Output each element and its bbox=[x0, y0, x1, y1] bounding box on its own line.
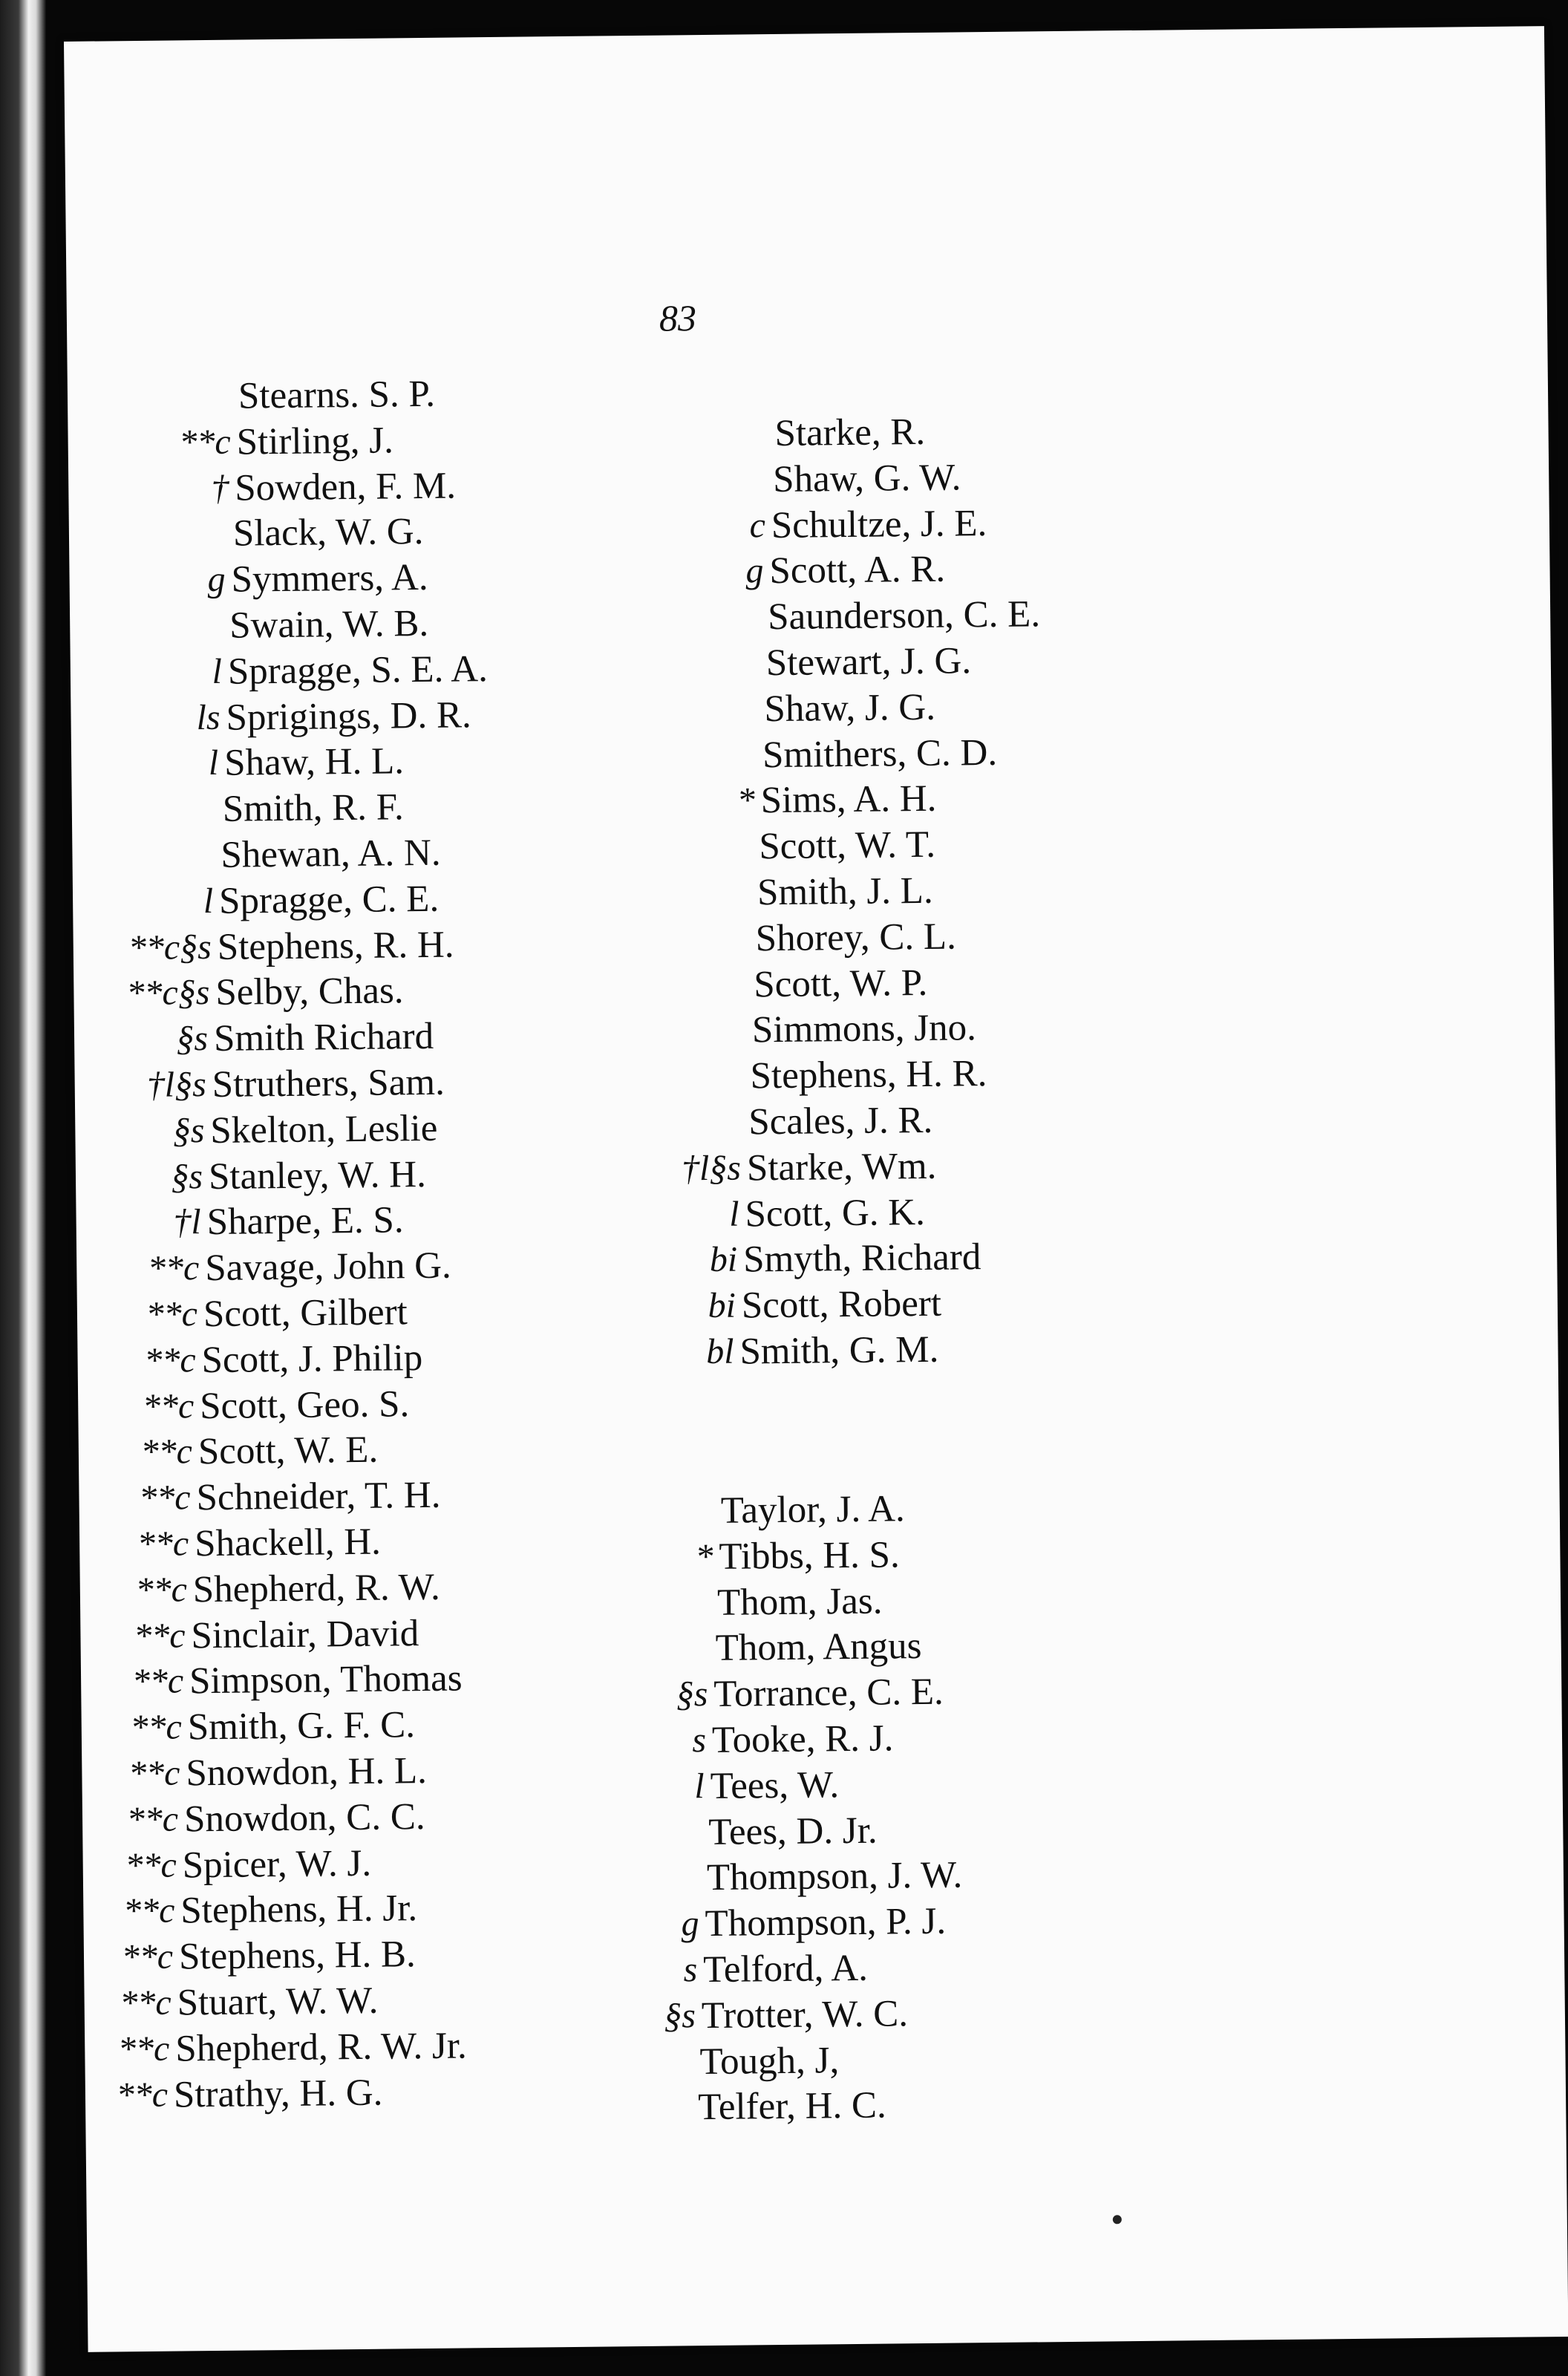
entry-marker: **c bbox=[131, 1661, 184, 1702]
entry-marker: **c bbox=[117, 2029, 170, 2069]
directory-entry bbox=[757, 867, 933, 916]
directory-entry bbox=[683, 1945, 869, 1994]
directory-entry bbox=[754, 959, 928, 1008]
directory-entry bbox=[229, 600, 428, 650]
directory-entry bbox=[138, 1472, 441, 1521]
entry-marker: s bbox=[683, 1950, 698, 1990]
entry-name: Strathy, H. G. bbox=[173, 2072, 383, 2116]
entry-name: Torrance, C. E. bbox=[713, 1671, 944, 1716]
book-binding-edge bbox=[0, 0, 46, 2376]
entry-marker: g bbox=[207, 559, 226, 600]
entry-marker: **c bbox=[138, 1478, 191, 1518]
entry-marker: **c bbox=[137, 1524, 189, 1564]
directory-entry bbox=[128, 1747, 428, 1797]
entry-name: Tough, J, bbox=[699, 2039, 840, 2083]
entry-marker: †l bbox=[173, 1202, 201, 1242]
entry-name: Stephens, R. H. bbox=[217, 924, 454, 968]
entry-name: Sinclair, David bbox=[191, 1612, 419, 1657]
entry-name: Spicer, W. J. bbox=[182, 1842, 372, 1887]
entry-name: Scales, J. R. bbox=[748, 1099, 933, 1143]
page-number: 83 bbox=[659, 297, 697, 339]
directory-entry bbox=[773, 454, 961, 503]
ink-speck bbox=[1113, 2215, 1122, 2224]
entry-name: Sharpe, E. S. bbox=[206, 1199, 404, 1244]
directory-entry bbox=[238, 371, 436, 420]
entry-name: Stanley, W. H. bbox=[208, 1153, 427, 1198]
directory-entry bbox=[755, 913, 956, 962]
entry-marker: **c bbox=[126, 1799, 179, 1840]
entry-name: Stewart, J. G. bbox=[765, 640, 972, 685]
entry-name: Symmers, A. bbox=[231, 557, 428, 601]
directory-entry bbox=[126, 1793, 425, 1843]
entry-name: Scott, J. Philip bbox=[201, 1336, 423, 1381]
entry-name: Spragge, C. E. bbox=[218, 878, 440, 922]
directory-entry bbox=[122, 1885, 418, 1935]
entry-marker: bl bbox=[705, 1331, 734, 1372]
directory-entry bbox=[745, 546, 946, 595]
entry-name: Shaw, G. W. bbox=[772, 457, 961, 500]
directory-entry bbox=[176, 1013, 434, 1063]
entry-marker: l bbox=[728, 1194, 739, 1234]
entry-marker: **c bbox=[147, 1248, 200, 1289]
directory-entry bbox=[146, 1059, 445, 1109]
entry-marker: §s bbox=[176, 1019, 209, 1059]
entry-marker: **c bbox=[125, 1845, 177, 1885]
entry-marker: l bbox=[203, 881, 214, 921]
entry-name: Schultze, J. E. bbox=[771, 502, 987, 546]
directory-entry bbox=[207, 554, 428, 604]
entry-name: Tees, W. bbox=[710, 1763, 840, 1807]
entry-name: Snowdon, C. C. bbox=[183, 1795, 425, 1841]
entry-name: Scott, G. K. bbox=[745, 1191, 926, 1236]
entry-name: Taylor, J. A. bbox=[720, 1488, 906, 1532]
entry-name: Simmons, Jno. bbox=[751, 1007, 977, 1051]
entry-name: Snowdon, H. L. bbox=[186, 1750, 428, 1795]
directory-entry bbox=[698, 2082, 886, 2132]
entry-name: Smith, G. F. C. bbox=[187, 1704, 416, 1749]
entry-name: Telford, A. bbox=[702, 1947, 869, 1991]
directory-entry bbox=[692, 1714, 894, 1764]
entry-marker: bi bbox=[708, 1285, 736, 1326]
entry-name: Shepherd, R. W. bbox=[192, 1566, 441, 1611]
entry-marker: bi bbox=[709, 1239, 738, 1280]
directory-entry bbox=[699, 2037, 839, 2086]
directory-entry bbox=[764, 684, 935, 733]
directory-entry bbox=[208, 738, 405, 788]
entry-name: Telfer, H. C. bbox=[697, 2084, 887, 2129]
directory-entry bbox=[720, 1485, 905, 1535]
entry-name: Shaw, J. G. bbox=[764, 686, 936, 730]
entry-name: Smith Richard bbox=[213, 1016, 434, 1060]
directory-entry bbox=[233, 508, 424, 558]
entry-name: Smyth, Richard bbox=[742, 1236, 981, 1281]
entry-marker: **c§s bbox=[126, 973, 210, 1014]
entry-name: Thom, Jas. bbox=[716, 1580, 883, 1624]
entry-marker: **c bbox=[121, 1936, 174, 1977]
entry-name: Stephens, H. Jr. bbox=[180, 1887, 418, 1932]
directory-entry bbox=[140, 1426, 379, 1476]
entry-name: Smith, G. M. bbox=[739, 1328, 939, 1373]
directory-entry bbox=[142, 1380, 410, 1430]
entry-name: Shaw, H. L. bbox=[223, 740, 405, 785]
entry-name: Savage, John G. bbox=[205, 1244, 452, 1290]
entry-name: Starke, R. bbox=[774, 411, 926, 454]
directory-entry bbox=[768, 590, 1041, 641]
entry-name: Thom, Angus bbox=[715, 1625, 922, 1670]
book-page bbox=[64, 26, 1568, 2352]
entry-name: Scott, W. T. bbox=[759, 823, 936, 868]
entry-name: Scott, Geo. S. bbox=[199, 1383, 410, 1427]
directory-entry bbox=[116, 2069, 383, 2118]
directory-entry bbox=[681, 1898, 947, 1948]
entry-marker: * bbox=[695, 1536, 713, 1577]
directory-entry bbox=[715, 1622, 921, 1672]
entry-marker: l bbox=[212, 651, 223, 691]
entry-name: Scott, Robert bbox=[741, 1282, 942, 1327]
directory-entry bbox=[173, 1197, 404, 1247]
entry-marker: **c bbox=[128, 1753, 180, 1794]
entry-marker: **c bbox=[130, 1707, 183, 1748]
entry-name: Shepherd, R. W. Jr. bbox=[175, 2025, 468, 2070]
entry-name: Smithers, C. D. bbox=[762, 731, 998, 776]
entry-marker: c bbox=[749, 505, 766, 545]
directory-entry bbox=[694, 1761, 840, 1810]
directory-entry bbox=[203, 875, 440, 925]
entry-name: Tooke, R. J. bbox=[711, 1717, 894, 1761]
directory-entry bbox=[171, 1151, 427, 1201]
entry-marker: **c bbox=[140, 1432, 193, 1472]
directory-entry bbox=[117, 2022, 468, 2072]
entry-name: Stephens, H. R. bbox=[750, 1053, 987, 1097]
entry-name: Skelton, Leslie bbox=[210, 1107, 438, 1152]
entry-name: Tees, D. Jr. bbox=[708, 1809, 878, 1853]
directory-entry bbox=[762, 728, 998, 778]
directory-entry bbox=[717, 1577, 883, 1626]
entry-marker: ls bbox=[196, 697, 220, 737]
entry-name: Simpson, Thomas bbox=[189, 1657, 463, 1703]
entry-marker: †l§s bbox=[146, 1065, 206, 1105]
entry-name: Scott, A. R. bbox=[769, 548, 946, 593]
directory-entry bbox=[676, 1668, 944, 1718]
entry-name: Starke, Wm. bbox=[746, 1145, 937, 1189]
entry-marker: **c§s bbox=[128, 927, 212, 967]
directory-entry bbox=[765, 637, 971, 687]
entry-marker: g bbox=[681, 1904, 699, 1944]
entry-name: Shackell, H. bbox=[194, 1521, 382, 1565]
entry-name: Tibbs, H. S. bbox=[719, 1534, 901, 1578]
entry-name: Schneider, T. H. bbox=[196, 1474, 441, 1519]
directory-entry bbox=[212, 645, 489, 696]
entry-marker: **c bbox=[144, 1340, 196, 1380]
directory-entry bbox=[126, 967, 404, 1017]
directory-entry bbox=[144, 1334, 423, 1384]
directory-entry bbox=[728, 1189, 926, 1238]
directory-entry bbox=[121, 1931, 416, 1980]
directory-entry bbox=[125, 1839, 372, 1889]
directory-entry bbox=[196, 691, 471, 741]
entry-marker: §s bbox=[663, 1996, 696, 2036]
entry-name: Stirling, J. bbox=[236, 420, 394, 463]
directory-entry bbox=[172, 1105, 438, 1155]
entry-name: Stearns. S. P. bbox=[238, 373, 436, 417]
directory-entry bbox=[748, 1097, 933, 1146]
directory-entry bbox=[759, 821, 935, 870]
directory-entry bbox=[695, 1531, 901, 1581]
entry-name: Shewan, A. N. bbox=[220, 832, 441, 876]
directory-entry bbox=[705, 1326, 939, 1376]
entry-marker: l bbox=[208, 743, 219, 783]
entry-name: Trotter, W. C. bbox=[701, 1993, 909, 2037]
entry-marker: g bbox=[745, 551, 764, 591]
directory-entry bbox=[147, 1242, 452, 1292]
entry-marker: † bbox=[211, 468, 229, 508]
entry-name: Saunderson, C. E. bbox=[767, 593, 1041, 639]
entry-marker: **c bbox=[120, 1982, 172, 2023]
entry-name: Selby, Chas. bbox=[215, 970, 404, 1014]
entry-name: Swain, W. B. bbox=[229, 602, 429, 647]
entry-marker: **c bbox=[179, 422, 231, 463]
entry-name: Smith, R. F. bbox=[222, 786, 405, 831]
entry-name: Stuart, W. W. bbox=[177, 1980, 379, 2024]
directory-entry bbox=[179, 417, 394, 466]
entry-name: Scott, Gilbert bbox=[203, 1291, 408, 1336]
entry-marker: §s bbox=[171, 1156, 203, 1197]
entry-marker: **c bbox=[122, 1890, 175, 1931]
entry-name: Thompson, P. J. bbox=[705, 1900, 947, 1945]
entry-name: Spragge, S. E. A. bbox=[227, 647, 489, 693]
entry-name: Shorey, C. L. bbox=[755, 916, 957, 960]
entry-name: Smith, J. L. bbox=[757, 869, 933, 914]
directory-entry bbox=[223, 783, 405, 833]
entry-name: Sowden, F. M. bbox=[235, 465, 457, 509]
directory-entry bbox=[135, 1564, 441, 1613]
directory-entry bbox=[681, 1143, 937, 1192]
directory-entry bbox=[749, 500, 987, 549]
entry-marker: * bbox=[736, 780, 756, 820]
directory-entry bbox=[736, 775, 937, 824]
entry-marker: **c bbox=[133, 1616, 186, 1656]
entry-name: Thompson, J. W. bbox=[706, 1854, 963, 1899]
directory-entry bbox=[133, 1610, 419, 1659]
entry-marker: l bbox=[694, 1766, 705, 1807]
directory-entry bbox=[130, 1701, 416, 1751]
directory-entry bbox=[752, 1005, 976, 1054]
entry-marker: **c bbox=[142, 1386, 195, 1426]
entry-name: Stephens, H. B. bbox=[178, 1933, 416, 1978]
entry-name: Struthers, Sam. bbox=[212, 1061, 445, 1106]
directory-entry bbox=[774, 408, 925, 457]
entry-marker: †l§s bbox=[681, 1148, 742, 1189]
directory-entry bbox=[211, 462, 457, 512]
directory-entry bbox=[137, 1518, 382, 1568]
entry-marker: §s bbox=[676, 1674, 708, 1714]
directory-entry bbox=[128, 921, 454, 970]
entry-name: Sims, A. H. bbox=[760, 778, 937, 822]
directory-entry bbox=[220, 829, 441, 879]
directory-entry bbox=[120, 1977, 379, 2027]
directory-entry bbox=[709, 1234, 981, 1284]
entry-marker: **c bbox=[116, 2075, 169, 2115]
entry-marker: §s bbox=[172, 1110, 205, 1151]
entry-name: Scott, W. P. bbox=[754, 962, 928, 1005]
entry-marker: **c bbox=[146, 1294, 198, 1334]
directory-entry bbox=[663, 1990, 909, 2040]
directory-entry bbox=[146, 1288, 408, 1338]
entry-name: Sprigings, D. R. bbox=[226, 693, 471, 739]
directory-entry bbox=[131, 1655, 463, 1706]
directory-entry bbox=[708, 1280, 942, 1330]
directory-entry bbox=[707, 1852, 963, 1902]
entry-marker: **c bbox=[135, 1570, 188, 1610]
directory-entry bbox=[750, 1050, 987, 1100]
entry-marker: s bbox=[692, 1720, 707, 1760]
directory-entry bbox=[708, 1807, 878, 1856]
entry-name: Slack, W. G. bbox=[232, 511, 424, 555]
entry-name: Scott, W. E. bbox=[197, 1429, 379, 1473]
